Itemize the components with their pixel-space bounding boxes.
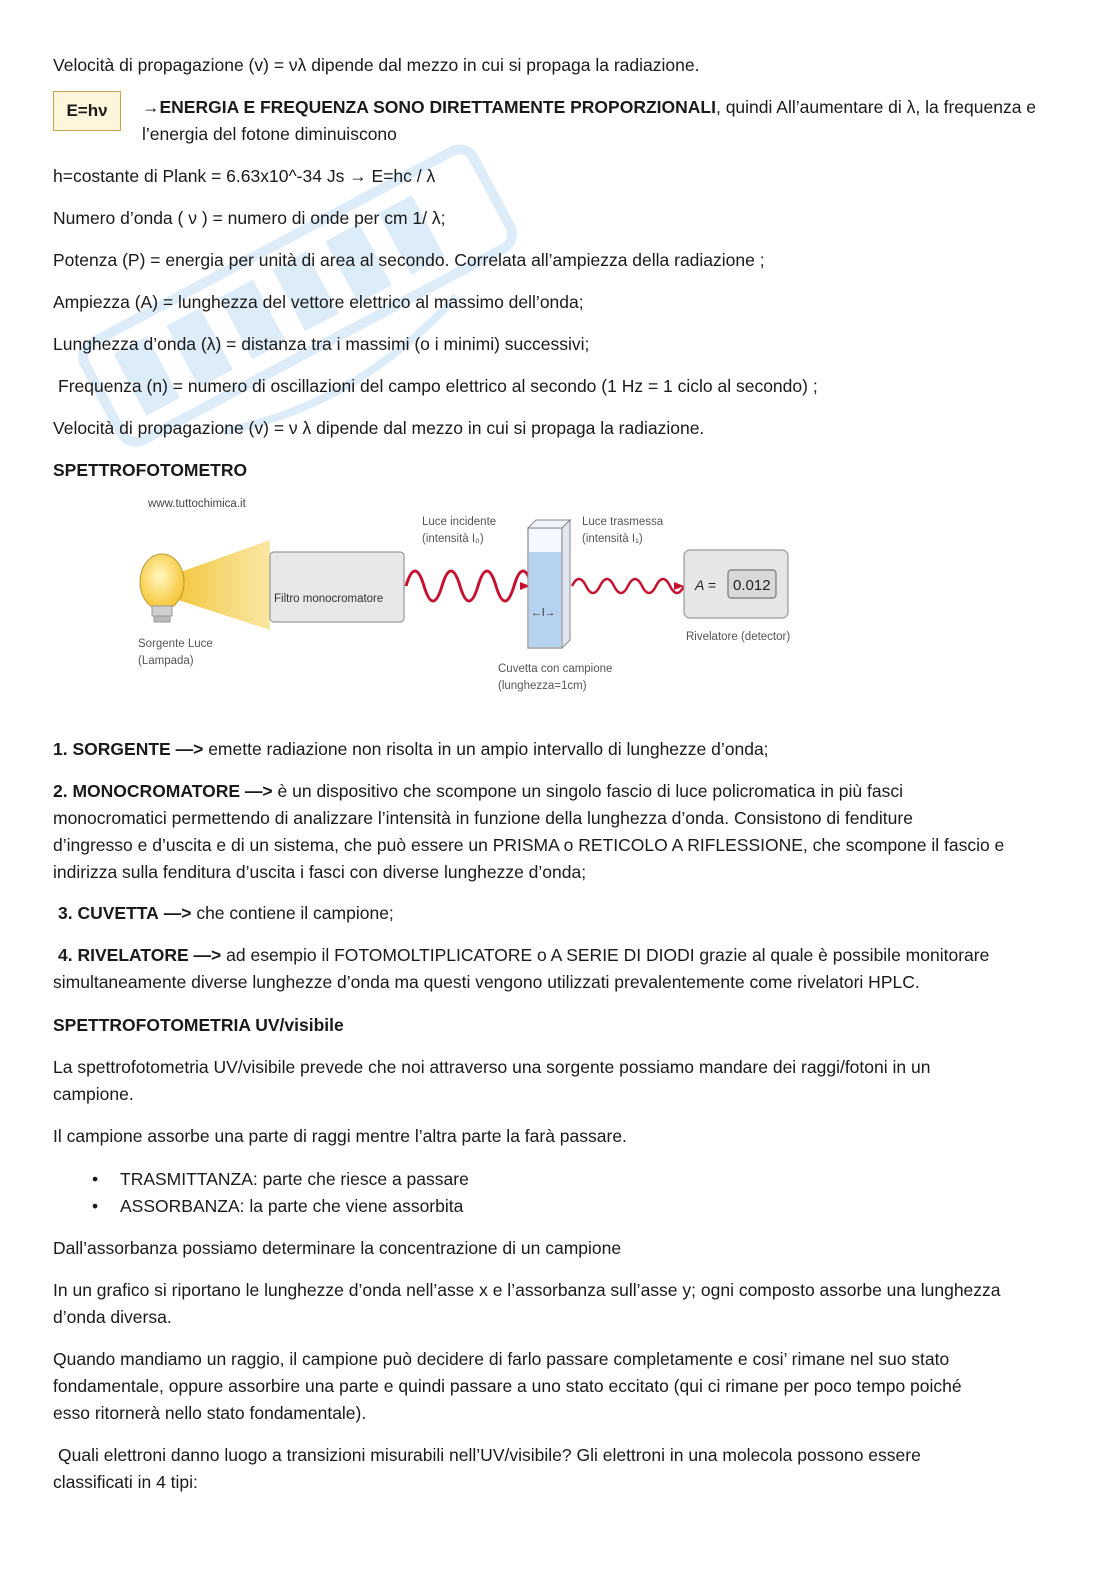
bullet-item-assorbanza [0, 1193, 1117, 1220]
item-number: 3. [58, 903, 73, 923]
transmitted-label-1: Luce trasmessa [582, 516, 664, 528]
paragraph-line: d’onda diversa. [53, 1307, 172, 1327]
energy-bold-text: ENERGIA E FREQUENZA SONO DIRETTAMENTE PROPORZIONALI [159, 97, 716, 117]
wavenumber-line: Numero d’onda ( ν ) = numero di onde per cm 1/ λ; [53, 208, 446, 228]
item-arrow: —> [163, 903, 192, 923]
bullet-dot: • [92, 1196, 99, 1216]
item-title: SORGENTE [72, 739, 171, 759]
paragraph-line: La spettrofotometria UV/visibile prevede che noi attraverso una sorgente possiamo mandare dei raggi/fotoni in un [53, 1057, 931, 1077]
paragraph-concentration: Dall’assorbanza possiamo determinare la concentrazione di un campione [53, 1238, 622, 1258]
paragraph-intro [53, 1054, 1063, 1108]
list-item-rivelatore [53, 942, 1063, 996]
list-item-monocromatore [53, 778, 1063, 886]
cuvette [528, 520, 570, 648]
power-line: Potenza (P) = energia per unità di area al secondo. Correlata all’ampiezza della radiazione ; [53, 250, 765, 270]
cuvette-label-2: (lunghezza=1cm) [498, 680, 587, 692]
paragraph-line: classificati in 4 tipi: [53, 1472, 198, 1492]
source-label-1: Sorgente Luce [138, 638, 213, 650]
path-length-label: ←l→ [531, 607, 556, 619]
paragraph-excitation [53, 1346, 1063, 1427]
filter-label: Filtro monocromatore [274, 593, 384, 605]
energy-rest-text-2: l’energia del fotone diminuiscono [142, 124, 397, 144]
detector-label: Rivelatore (detector) [686, 631, 791, 643]
item-arrow: —> [244, 781, 273, 801]
paragraph-line: In un grafico si riportano le lunghezze d’onda nell’asse x e l’assorbanza sull’asse y; ogni composto assorbe una lunghezza [53, 1280, 1001, 1300]
item-title: RIVELATORE [77, 945, 189, 965]
heading-spettrofotometro: SPETTROFOTOMETRO [53, 460, 248, 480]
paragraph-electrons [53, 1442, 1063, 1496]
list-item-sorgente [53, 736, 1063, 763]
arrow-icon: → [142, 97, 160, 117]
paragraph-line: Quando mandiamo un raggio, il campione può decidere di farlo passare completamente e cosi’ rimane nel suo stato [53, 1349, 950, 1369]
energy-frequency-statement [142, 94, 1062, 148]
amplitude-line: Ampiezza (A) = lunghezza del vettore elettrico al massimo dell’onda; [53, 292, 584, 312]
paragraph-line: Quali elettroni danno luogo a transizioni misurabili nell’UV/visibile? Gli elettroni in una molecola possono essere [58, 1445, 921, 1465]
monochromator-filter-box [270, 552, 404, 622]
item-title: MONOCROMATORE [72, 781, 241, 801]
item-text: è un dispositivo che scompone un singolo fascio di luce policromatica in più fasci [277, 781, 903, 801]
bullet-dot: • [92, 1169, 99, 1189]
item-text: monocromatici permettendo di analizzare l’intensità in funzione della lunghezza d’onda. Consistono di fenditure [53, 808, 913, 828]
bullet-text: ASSORBANZA: la parte che viene assorbita [120, 1196, 464, 1216]
item-text: che contiene il campione; [196, 903, 394, 923]
item-number: 1. [53, 739, 68, 759]
transmitted-wave [572, 579, 684, 593]
velocity-line-1: Velocità di propagazione (v) = νλ dipende dal mezzo in cui si propaga la radiazione. [53, 55, 700, 75]
incident-label-1: Luce incidente [422, 516, 497, 528]
paragraph-absorbs: Il campione assorbe una parte di raggi mentre l’altra parte la farà passare. [53, 1126, 627, 1146]
energy-formula-box: E=hν [53, 91, 121, 131]
source-label-2: (Lampada) [138, 655, 194, 667]
paragraph-line: campione. [53, 1084, 134, 1104]
list-item-cuvetta [58, 900, 1068, 927]
item-number: 2. [53, 781, 68, 801]
wavelength-line: Lunghezza d’onda (λ) = distanza tra i massimi (o i minimi) successivi; [53, 334, 590, 354]
website-label: www.tuttochimica.it [148, 498, 246, 510]
item-text: simultaneamente diverse lunghezze d’onda ma questi vengono utilizzati prevalentemente come rivelatori HPLC. [53, 972, 920, 992]
bullet-item-trasmittanza [0, 1166, 1117, 1193]
light-beam [172, 540, 270, 630]
paragraph-graph [53, 1277, 1063, 1331]
item-text: ad esempio il FOTOMOLTIPLICATORE o A SERIE DI DIODI grazie al quale è possibile monitorare [226, 945, 990, 965]
planck-line: h=costante di Plank = 6.63x10^-34 Js → E=hc / λ [53, 166, 436, 186]
incident-label-2: (intensità I₀) [422, 533, 484, 545]
item-text: emette radiazione non risolta in un ampio intervallo di lunghezze d’onda; [208, 739, 769, 759]
item-text: d’ingresso e d’uscita e di un sistema, che può essere un PRISMA o RETICOLO A RIFLESSIONE, che scompone il fascio e [53, 835, 1005, 855]
bullet-text: TRASMITTANZA: parte che riesce a passare [120, 1169, 469, 1189]
incident-wave [406, 571, 532, 601]
heading-spettrofotometria-uv: SPETTROFOTOMETRIA UV/visibile [53, 1015, 344, 1035]
lamp-icon [140, 554, 184, 622]
paragraph-line: esso ritornerà nello stato fondamentale). [53, 1403, 367, 1423]
transmitted-label-2: (intensità I₁) [582, 533, 643, 545]
item-arrow: —> [193, 945, 222, 965]
item-text: indirizza sulla fenditura d’uscita i fasci con diverse lunghezze d’onda; [53, 862, 587, 882]
cuvette-label-1: Cuvetta con campione [498, 663, 613, 675]
paragraph-line: fondamentale, oppure assorbire una parte e quindi passare a uno stato eccitato (qui ci rimane per poco tempo poiché [53, 1376, 962, 1396]
item-number: 4. [58, 945, 73, 965]
energy-rest-text-1: , quindi All’aumentare di λ, la frequenza e [715, 97, 1037, 117]
velocity-line-2: Velocità di propagazione (v) = ν λ dipende dal mezzo in cui si propaga la radiazione. [53, 418, 705, 438]
readout-label: A = [695, 577, 716, 593]
spectrophotometer-diagram [130, 490, 820, 705]
item-title: CUVETTA [77, 903, 159, 923]
item-arrow: —> [175, 739, 204, 759]
readout-value: 0.012 [733, 577, 771, 594]
frequency-line: Frequenza (n) = numero di oscillazioni del campo elettrico al secondo (1 Hz = 1 ciclo al secondo) ; [58, 376, 818, 396]
